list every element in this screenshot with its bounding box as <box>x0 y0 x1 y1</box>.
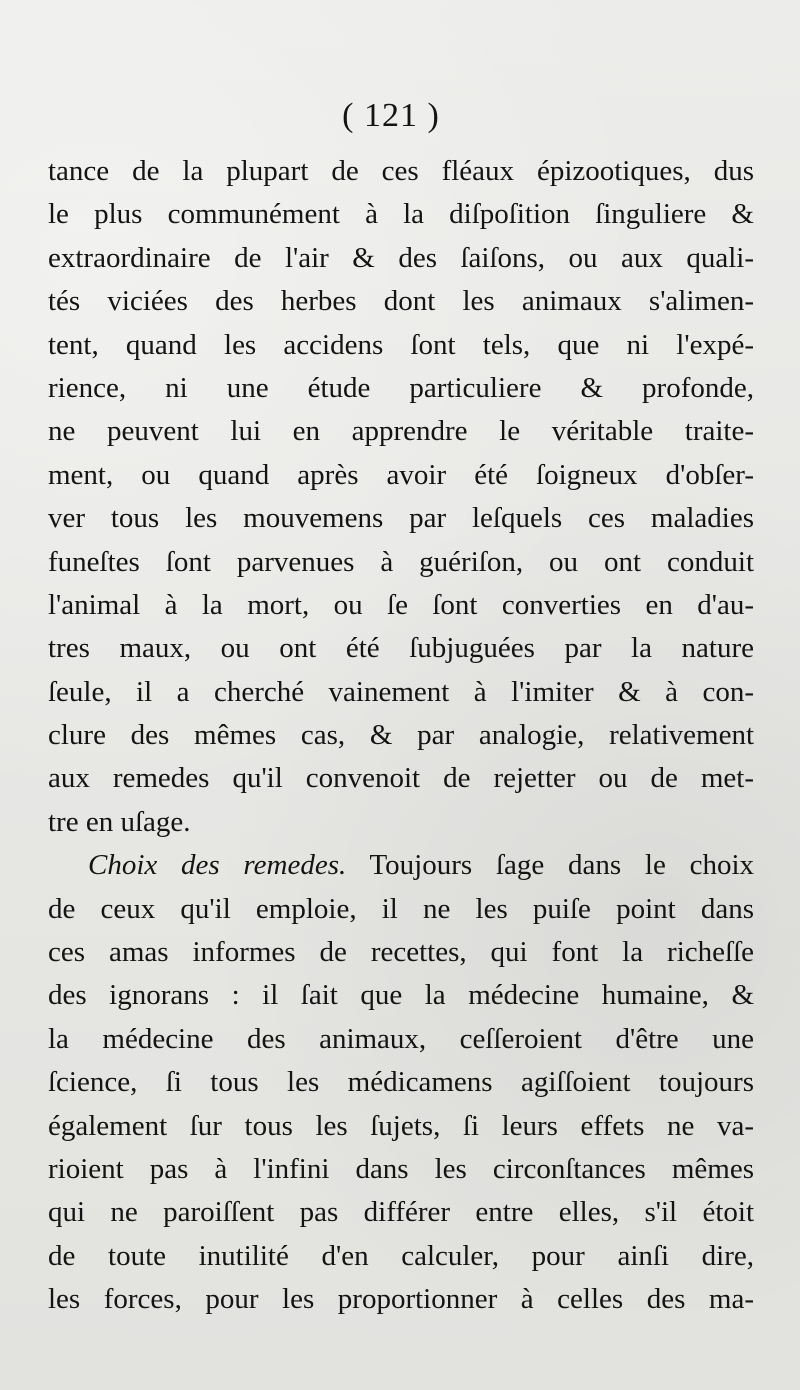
text-line: ver tous les mouvemens par leſquels ces maladies <box>48 502 754 535</box>
text-line: la médecine des animaux, ceſſeroient d'être une <box>48 1022 754 1055</box>
text-line: de toute inutilité d'en calculer, pour ainſi dire, <box>48 1239 754 1272</box>
heading-line-text: Toujours ſage dans le choix <box>369 849 754 882</box>
text-line: ſeule, il a cherché vainement à l'imiter & à con- <box>48 675 754 708</box>
text-line: aux remedes qu'il convenoit de rejetter ou de met- <box>48 762 754 795</box>
text-line: de ceux qu'il emploie, il ne les puiſe point dans <box>48 892 754 925</box>
section-heading: Choix des remedes. <box>88 849 347 882</box>
text-line: des ignorans : il ſait que la médecine humaine, & <box>48 979 754 1012</box>
text-line: ne peuvent lui en apprendre le véritable traite- <box>48 415 754 448</box>
text-line: funeſtes ſont parvenues à guériſon, ou ont conduit <box>48 545 754 578</box>
text-line: ces amas informes de recettes, qui font la richeſſe <box>48 936 754 969</box>
paragraph-first-line <box>48 844 754 887</box>
text-line: tres maux, ou ont été ſubjuguées par la nature <box>48 632 754 665</box>
text-line: extraordinaire de l'air & des ſaiſons, ou aux quali- <box>48 241 754 274</box>
text-line: également ſur tous les ſujets, ſi leurs effets ne va- <box>48 1109 754 1142</box>
text-line: tent, quand les accidens ſont tels, que ni l'expé- <box>48 328 754 361</box>
text-line: ment, ou quand après avoir été ſoigneux d'obſer- <box>48 458 754 491</box>
text-line: ſcience, ſi tous les médicamens agiſſoient toujours <box>48 1066 754 1099</box>
text-line: tre en uſage. <box>48 805 191 838</box>
text-line: tés viciées des herbes dont les animaux s'alimen- <box>48 285 754 318</box>
page-number: ( 121 ) <box>342 97 440 134</box>
text-line: les forces, pour les proportionner à celles des ma- <box>48 1283 754 1316</box>
text-line: l'animal à la mort, ou ſe ſont converties en d'au- <box>48 588 754 621</box>
text-line: rience, ni une étude particuliere & profonde, <box>48 371 754 404</box>
text-line: clure des mêmes cas, & par analogie, relativement <box>48 719 754 752</box>
text-line: tance de la plupart de ces fléaux épizootiques, dus <box>48 155 754 187</box>
body-text <box>48 150 754 1322</box>
text-line: qui ne paroiſſent pas différer entre elles, s'il étoit <box>48 1196 754 1229</box>
text-line: le plus communément à la diſpoſition ſinguliere & <box>48 198 754 231</box>
text-line: rioient pas à l'infini dans les circonſtances mêmes <box>48 1152 754 1185</box>
